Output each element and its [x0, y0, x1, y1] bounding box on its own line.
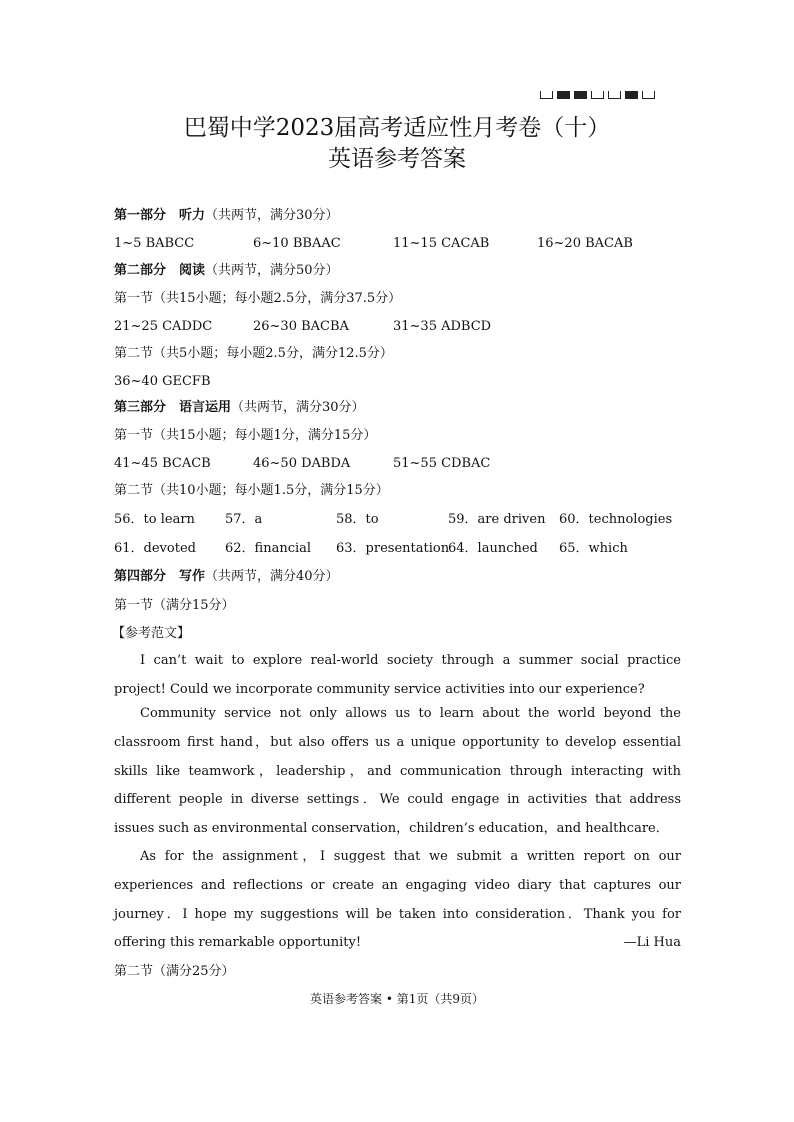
part2-note: （共两节，满分50分）: [205, 263, 339, 278]
part1-note: （共两节，满分30分）: [205, 208, 339, 223]
answer-group: 21~25 CADDC: [114, 319, 213, 334]
fill-answer: 60．technologies: [559, 512, 673, 527]
part2-heading: 第二部分 阅读: [114, 263, 206, 278]
part2-heading-line: [114, 262, 339, 280]
answer-group: 11~15 CACAB: [393, 236, 490, 251]
part4-section1: 第一节（满分15分）: [114, 598, 235, 613]
answer-group: 31~35 ADBCD: [393, 319, 492, 334]
fill-answer: 65．which: [559, 541, 628, 556]
part4-note: （共两节，满分40分）: [205, 569, 339, 584]
fill-answer: 58．to: [336, 512, 379, 527]
page-subtitle: 英语参考答案: [328, 146, 466, 172]
answer-group: 51~55 CDBAC: [393, 456, 491, 471]
part2-section2: 第二节（共5小题；每小题2.5分，满分12.5分）: [114, 346, 393, 361]
corner-mark-icon: [625, 91, 638, 99]
essay-paragraph: As for the assignment，I suggest that we submit a written report on our experiences and reflections or create an engaging video diary that captures our journey．I hope my suggestions will be taken into consideration．Thank you for offering this remarkable opportunity!: [114, 849, 681, 951]
answer-group: 46~50 DABDA: [253, 456, 351, 471]
fill-answer: 56．to learn: [114, 512, 195, 527]
fill-answer: 59．are driven: [448, 512, 546, 527]
page-title: 巴蜀中学2023届高考适应性月考卷（十）: [183, 115, 611, 141]
corner-mark-icon: [608, 91, 621, 99]
part1-heading-line: [114, 207, 339, 225]
part4-heading-line: [114, 568, 339, 586]
corner-mark-icon: [574, 91, 587, 99]
corner-mark-icon: [591, 91, 604, 99]
fill-answer: 57．a: [225, 512, 263, 527]
sample-essay-label: 【参考范文】: [112, 626, 191, 641]
part4-heading: 第四部分 写作: [114, 569, 206, 584]
answer-group: 6~10 BBAAC: [253, 236, 341, 251]
part4-section2: 第二节（满分25分）: [114, 964, 235, 979]
fill-answer: 61．devoted: [114, 541, 196, 556]
answer-group: 1~5 BABCC: [114, 236, 195, 251]
part3-note: （共两节，满分30分）: [231, 400, 365, 415]
essay-paragraph: Community service not only allows us to learn about the world beyond the classroom first hand，but also offers us a unique opportunity to develop essential skills like teamwork，leadership，and communication through interacting with different people in diverse settings．We could engage in activities that address issues such as environmental conservation，children’s education，and healthcare．: [114, 706, 681, 837]
answer-group: 36~40 GECFB: [114, 374, 211, 389]
part3-heading: 第三部分 语言运用: [114, 400, 232, 415]
corner-mark-icon: [642, 91, 655, 99]
part2-section1: 第一节（共15小题；每小题2.5分，满分37.5分）: [114, 291, 402, 306]
corner-marks-icon: [540, 91, 655, 99]
answer-group: 41~45 BCACB: [114, 456, 211, 471]
fill-answer: 63．presentation: [336, 541, 450, 556]
essay-paragraph: I can’t wait to explore real-world society through a summer social practice project! Could we incorporate community service activities into our experience?: [114, 653, 681, 697]
page-footer: 英语参考答案 • 第1页（共9页）: [310, 992, 484, 1006]
corner-mark-icon: [540, 91, 553, 99]
corner-mark-icon: [557, 91, 570, 99]
answer-group: 26~30 BACBA: [253, 319, 349, 334]
fill-answer: 64．launched: [448, 541, 538, 556]
fill-answer: 62．financial: [225, 541, 312, 556]
part3-section2: 第二节（共10小题；每小题1.5分，满分15分）: [114, 483, 389, 498]
part3-section1: 第一节（共15小题；每小题1分，满分15分）: [114, 428, 377, 443]
essay-signature: —Li Hua: [623, 935, 681, 950]
part1-heading: 第一部分 听力: [114, 208, 206, 223]
part3-heading-line: [114, 399, 365, 417]
answer-group: 16~20 BACAB: [537, 236, 633, 251]
